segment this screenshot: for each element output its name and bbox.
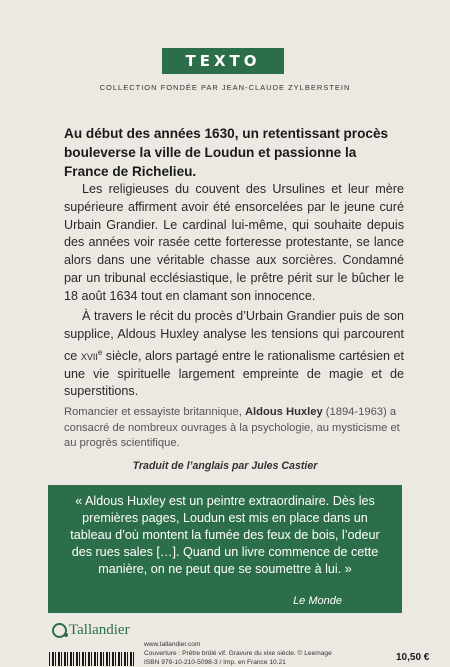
press-quote-text: « Aldous Huxley est un peintre extraordinaire. Dès les premières pages, Loudun est mis en place dans un tableau d’où montent la fumée des feux de bois, l’odeur des rues sales […]. Quand un livre commence de cette manière, on ne peut que se soumettre à lui. » [70, 494, 380, 576]
press-quote-source: Le Monde [293, 595, 342, 607]
bio-before: Romancier et essayiste britannique, [64, 406, 245, 418]
publisher-website: www.tallandier.com [144, 641, 201, 648]
translator-credit: Traduit de l’anglais par Jules Castier [132, 460, 318, 472]
press-quote-box [48, 485, 402, 613]
tallandier-logo-icon [52, 623, 67, 638]
credits-block [144, 640, 332, 667]
cover-credit: Couverture : Prêtre brûlé vif. Gravure du xixe siècle. © Leemage [144, 650, 332, 657]
body-paragraph-2 [64, 308, 404, 401]
publisher-name: Tallandier [69, 622, 130, 638]
price: 10,50 € [396, 652, 430, 663]
body-paragraph-1: Les religieuses du couvent des Ursulines et leur mère supérieure affirment avoir été ensorcelées par le jeune curé Urbain Grandier. Le cardinal lui-même, qui souhaite depuis des années voir rasée cette forteresse protestante, se lance alors dans une véritable chasse aux sorcières. Condamné par un tribunal ecclésiastique, le prêtre périt sur le bûcher le 18 août 1634 tout en clamant son innocence. [64, 182, 404, 303]
author-name: Aldous Huxley [244, 406, 323, 418]
publisher-logo [52, 622, 130, 639]
collection-line: COLLECTION FONDÉE PAR JEAN-CLAUDE ZYLBERSTEIN [99, 83, 351, 92]
series-badge: TEXTO [162, 48, 284, 74]
author-bio [64, 405, 404, 452]
paragraph-2-after: siècle, alors partagé entre le rationalisme cartésien et une vie spirituelle largement empreinte de magie et de superstitions. [64, 348, 404, 399]
bio-after: (1894-1963) a consacré de nombreux ouvrages à la psychologie, au mysticisme et au progrès scientifique. [64, 406, 400, 449]
lead-paragraph: Au début des années 1630, un retentissant procès bouleverse la ville de Loudun et passionne la France de Richelieu. [64, 126, 389, 179]
isbn-line: ISBN 979-10-210-5098-3 / Imp. en France 10.21 [144, 659, 286, 666]
paragraph-2-before: À travers le récit du procès d’Urbain Grandier puis de son supplice, Aldous Huxley analyse les tensions qui parcourent ce [64, 309, 404, 363]
century-numeral: xvii [80, 348, 98, 363]
barcode [49, 652, 135, 666]
century-superscript: e [97, 347, 103, 357]
